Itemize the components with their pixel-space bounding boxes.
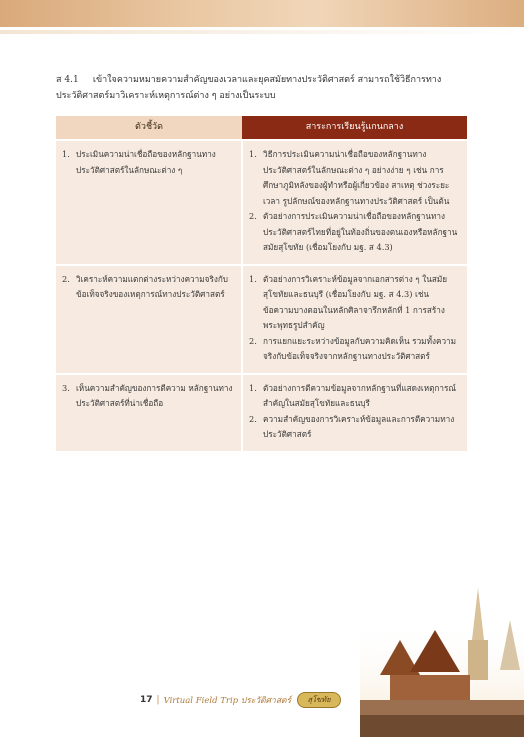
header-band xyxy=(0,0,524,30)
intro-paragraph xyxy=(56,72,470,104)
indicator-text: เห็นความสำคัญของการตีความ หลักฐานทางประวัติศาสตร์ที่น่าเชื่อถือ xyxy=(76,382,233,408)
indicator-text: ประเมินความน่าเชื่อถือของหลักฐานทางประวัติศาสตร์ในลักษณะต่าง ๆ xyxy=(76,149,216,175)
indicator-column-header: ตัวชี้วัด xyxy=(56,116,242,140)
content-item: 1. ตัวอย่างการวิเคราะห์ข้อมูลจากเอกสารต่าง ๆ ในสมัยสุโขทัยและธนบุรี (เชื่อมโยงกับ มฐ. ส 4.3) เช่น ข้อความบางตอนในหลักศิลาจารึกหลักที่ 1 การสร้างพระพุทธรูปสำคัญ xyxy=(249,273,448,330)
indicator-cell xyxy=(56,140,242,265)
indicator-cell xyxy=(56,265,242,374)
standard-text: เข้าใจความหมายความสำคัญของเวลาและยุคสมัยทางประวัติศาสตร์ สามารถใช้วิธีการทางประวัติศาสตร์มาวิเคราะห์เหตุการณ์ต่าง ๆ อย่างเป็นระบบ xyxy=(56,75,442,101)
temple-illustration xyxy=(360,580,524,737)
indicator-number: 2. xyxy=(62,273,70,284)
standard-number: ส 4.1 xyxy=(56,75,79,85)
content-column-header: สาระการเรียนรู้แกนกลาง xyxy=(242,116,467,140)
content-item: 1. ตัวอย่างการตีความข้อมูลจากหลักฐานที่แสดงเหตุการณ์สำคัญในสมัยสุโขทัยและธนบุรี xyxy=(249,382,456,408)
content-item: 1. วิธีการประเมินความน่าเชื่อถือของหลักฐานทางประวัติศาสตร์ในลักษณะต่าง ๆ อย่างง่าย ๆ เช่น การศึกษาภูมิหลังของผู้ทำหรือผู้เกี่ยวข้อง สาเหตุ ช่วงระยะเวลา รูปลักษณ์ของหลักฐานทางประวัติศาสตร์ เป็นต้น xyxy=(249,149,450,206)
content-cell xyxy=(242,265,467,374)
page-footer xyxy=(140,690,380,710)
content-cell xyxy=(242,140,467,265)
content-item: 2. ความสำคัญของการวิเคราะห์ข้อมูลและการตีความทางประวัติศาสตร์ xyxy=(249,413,455,439)
indicator-number: 3. xyxy=(62,382,70,393)
page-number: 17 xyxy=(140,695,153,705)
indicator-number: 1. xyxy=(62,149,70,159)
sukhothai-badge xyxy=(297,692,341,708)
badge-label: สุโขทัย xyxy=(307,695,331,704)
table-row xyxy=(56,140,467,265)
indicator-cell xyxy=(56,374,242,451)
table-row xyxy=(56,265,467,374)
standards-table xyxy=(56,116,467,451)
footer-title: Virtual Field Trip ประวัติศาสตร์ xyxy=(163,696,292,706)
indicator-text: วิเคราะห์ความแตกต่างระหว่างความจริงกับข้อเท็จจริงของเหตุการณ์ทางประวัติศาสตร์ xyxy=(76,273,228,299)
content-item: 2. ตัวอย่างการประเมินความน่าเชื่อถือของหลักฐานทางประวัติศาสตร์ไทยที่อยู่ในท้องถิ่นของตนเองหรือหลักฐานสมัยสุโขทัย (เชื่อมโยงกับ มฐ. ส 4.3) xyxy=(249,211,458,252)
content-item: 2. การแยกแยะระหว่างข้อมูลกับความคิดเห็น รวมทั้งความจริงกับข้อเท็จจริงจากหลักฐานทางประวัติศาสตร์ xyxy=(249,335,457,361)
content-cell xyxy=(242,374,467,451)
footer-separator: | xyxy=(156,695,160,705)
table-row xyxy=(56,374,467,451)
